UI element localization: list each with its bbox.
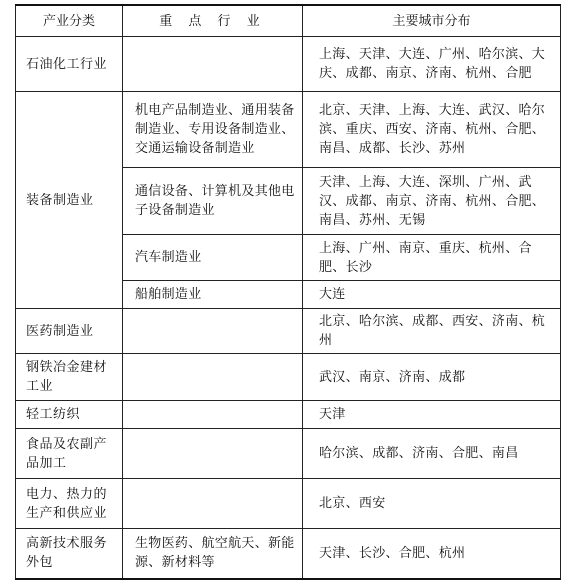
table-header-row	[16, 5, 561, 37]
category-cell: 装备制造业	[16, 92, 123, 309]
cities-cell: 北京、西安	[303, 479, 561, 529]
table-row	[16, 529, 561, 579]
category-cell: 电力、热力的生产和供应业	[16, 479, 123, 529]
industry-cell	[123, 401, 303, 429]
cities-cell: 天津、长沙、合肥、杭州	[303, 529, 561, 579]
industry-cell	[123, 354, 303, 401]
industry-cell: 生物医药、航空航天、新能源、新材料等	[123, 529, 303, 579]
table-row	[16, 92, 561, 168]
industry-cell: 通信设备、计算机及其他电子设备制造业	[123, 168, 303, 235]
industry-distribution-table-container	[15, 4, 560, 580]
industry-cell	[123, 37, 303, 92]
cities-cell: 武汉、南京、济南、成都	[303, 354, 561, 401]
category-cell: 轻工纺织	[16, 401, 123, 429]
cities-cell: 天津、上海、大连、深圳、广州、武汉、成都、南京、济南、杭州、合肥、南昌、苏州、无锡	[303, 168, 561, 235]
industry-cell: 汽车制造业	[123, 235, 303, 281]
category-cell: 高新技术服务外包	[16, 529, 123, 579]
category-cell: 石油化工行业	[16, 37, 123, 92]
industry-cell	[123, 479, 303, 529]
table-row	[16, 309, 561, 354]
cities-cell: 哈尔滨、成都、济南、合肥、南昌	[303, 429, 561, 479]
table-row	[16, 429, 561, 479]
industry-distribution-table	[15, 4, 561, 580]
cities-cell: 大连	[303, 281, 561, 309]
table-row	[16, 479, 561, 529]
cities-cell: 上海、广州、南京、重庆、杭州、合肥、长沙	[303, 235, 561, 281]
industry-cell	[123, 309, 303, 354]
table-row	[16, 37, 561, 92]
table-row	[16, 401, 561, 429]
category-cell: 医药制造业	[16, 309, 123, 354]
cities-cell: 上海、天津、大连、广州、哈尔滨、大庆、成都、南京、济南、杭州、合肥	[303, 37, 561, 92]
cities-cell: 北京、哈尔滨、成都、西安、济南、杭州	[303, 309, 561, 354]
header-cities: 主要城市分布	[303, 5, 561, 37]
table-row	[16, 354, 561, 401]
category-cell: 钢铁冶金建材工业	[16, 354, 123, 401]
industry-cell: 机电产品制造业、通用装备制造业、专用设备制造业、交通运输设备制造业	[123, 92, 303, 168]
header-industry: 重 点 行 业	[123, 5, 303, 37]
cities-cell: 北京、天津、上海、大连、武汉、哈尔滨、重庆、西安、济南、杭州、合肥、南昌、成都、长沙、苏州	[303, 92, 561, 168]
cities-cell: 天津	[303, 401, 561, 429]
industry-cell: 船舶制造业	[123, 281, 303, 309]
category-cell: 食品及农副产品加工	[16, 429, 123, 479]
header-category: 产业分类	[16, 5, 123, 37]
industry-cell	[123, 429, 303, 479]
